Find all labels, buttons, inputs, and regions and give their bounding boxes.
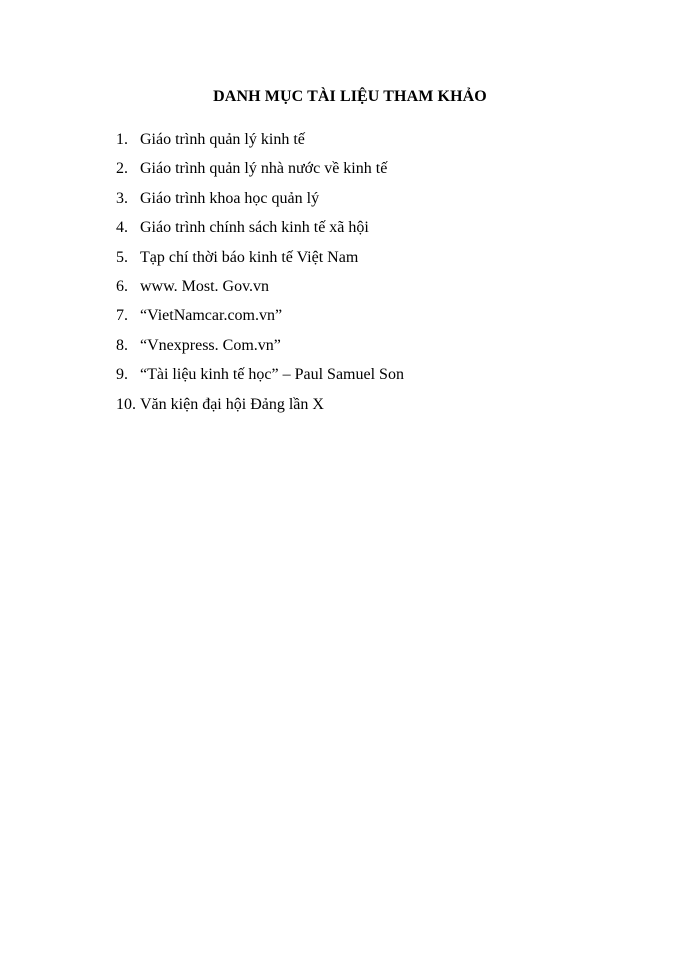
reference-text: “Vnexpress. Com.vn” <box>140 336 281 354</box>
reference-item <box>116 154 404 183</box>
reference-text: Giáo trình chính sách kinh tế xã hội <box>140 219 369 237</box>
reference-text: Giáo trình khoa học quản lý <box>140 189 320 207</box>
reference-number: 10. <box>116 395 136 413</box>
reference-item <box>116 331 404 360</box>
reference-text: Tạp chí thời báo kinh tế Việt Nam <box>140 248 359 266</box>
document-title: DANH MỤC TÀI LIỆU THAM KHẢO <box>213 88 487 105</box>
reference-item <box>116 184 404 213</box>
reference-item <box>116 272 404 301</box>
reference-text: Văn kiện đại hội Đảng lần X <box>140 395 324 413</box>
reference-text: “VietNamcar.com.vn” <box>140 307 283 325</box>
reference-number: 9. <box>116 366 128 384</box>
reference-number: 7. <box>116 307 128 325</box>
reference-text: “Tài liệu kinh tế học” – Paul Samuel Son <box>140 366 404 384</box>
reference-number: 2. <box>116 160 128 178</box>
reference-item <box>116 301 404 330</box>
reference-number: 1. <box>116 131 128 148</box>
reference-item <box>116 243 404 272</box>
reference-text: Giáo trình quản lý nhà nước về kinh tế <box>140 160 388 178</box>
reference-number: 3. <box>116 189 128 207</box>
reference-list <box>116 125 404 419</box>
reference-number: 8. <box>116 336 128 354</box>
reference-item <box>116 125 404 154</box>
reference-item <box>116 390 404 419</box>
reference-item <box>116 360 404 389</box>
reference-number: 4. <box>116 219 128 237</box>
reference-text: Giáo trình quản lý kinh tế <box>140 131 305 148</box>
reference-text: www. Most. Gov.vn <box>140 277 270 295</box>
reference-number: 5. <box>116 248 128 266</box>
reference-number: 6. <box>116 277 128 295</box>
reference-item <box>116 213 404 242</box>
